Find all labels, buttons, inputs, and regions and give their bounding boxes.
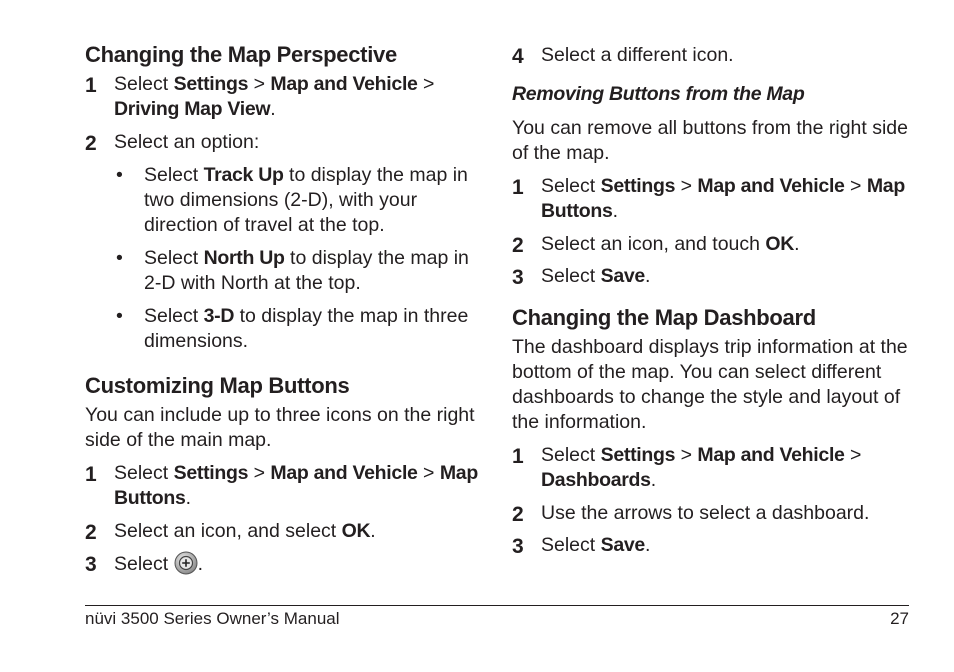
customizing-step-3: 3 Select . (85, 553, 204, 576)
removing-step-2: 2 Select an icon, and touch OK. (512, 233, 800, 257)
plus-circle-icon (174, 551, 198, 575)
dashboard-step-2: 2 Use the arrows to select a dashboard. (512, 502, 870, 526)
bullet-dot: • (116, 164, 123, 186)
perspective-step-2: 2 Select an option: (85, 131, 260, 155)
step-number: 2 (85, 132, 97, 155)
removing-intro: You can remove all buttons from the right side of the map. (512, 117, 908, 164)
footer-manual-title: nüvi 3500 Series Owner’s Manual (85, 609, 340, 628)
option-north-up: North Up (203, 247, 285, 269)
step-number: 3 (85, 553, 97, 576)
step-number: 1 (85, 463, 97, 486)
menu-driving-map-view: Driving Map View (114, 98, 271, 120)
button-ok: OK (341, 520, 371, 542)
menu-map-and-vehicle: Map and Vehicle (697, 175, 845, 197)
page-number: 27 (890, 609, 909, 628)
step-number: 3 (512, 535, 524, 558)
menu-settings: Settings (600, 175, 676, 197)
menu-dashboards: Dashboards (541, 469, 651, 491)
button-ok: OK (765, 233, 795, 255)
removing-step-1: 1 Select Settings > Map and Vehicle > Map Buttons. (512, 175, 905, 222)
option-track-up: Track Up (203, 164, 284, 186)
step-number: 4 (512, 45, 524, 68)
bullet-dot: • (116, 247, 123, 269)
step-number: 2 (85, 521, 97, 544)
menu-map-buttons: Map Buttons (114, 462, 478, 509)
bullet-item: • Select North Up to display the map in 2-D with North at the top. (116, 247, 469, 294)
button-save: Save (600, 265, 645, 287)
removing-step-3: 3 Select Save. (512, 265, 651, 289)
bullet-item: • Select 3-D to display the map in three dimensions. (116, 305, 469, 352)
step-number: 2 (512, 234, 524, 257)
dashboard-intro: The dashboard displays trip information at the bottom of the map. You can select different dashboards to change the style and layout of the information. (512, 336, 908, 433)
menu-map-and-vehicle: Map and Vehicle (697, 444, 845, 466)
footer-divider (85, 605, 909, 606)
customizing-step-4: 4 Select a different icon. (512, 44, 734, 68)
section-heading-dashboard: Changing the Map Dashboard (512, 305, 816, 330)
menu-map-and-vehicle: Map and Vehicle (270, 73, 418, 95)
menu-settings: Settings (600, 444, 676, 466)
customizing-step-1: 1 Select Settings > Map and Vehicle > Map Buttons. (85, 462, 478, 509)
option-3d: 3-D (203, 305, 235, 327)
menu-map-and-vehicle: Map and Vehicle (270, 462, 418, 484)
perspective-step-1: 1 Select Settings > Map and Vehicle > Driving Map View. (85, 73, 435, 120)
dashboard-step-3: 3 Select Save. (512, 534, 651, 558)
left-column (85, 0, 485, 577)
step-number: 1 (512, 176, 524, 199)
step-number: 1 (85, 74, 97, 97)
bullet-item: • Select Track Up to display the map in two dimensions (2-D), with your direction of travel at the top. (116, 164, 468, 236)
right-column (512, 0, 922, 558)
section-heading-perspective: Changing the Map Perspective (85, 42, 397, 67)
subsection-heading-removing: Removing Buttons from the Map (512, 83, 805, 105)
step-number: 3 (512, 266, 524, 289)
button-save: Save (600, 534, 645, 556)
menu-settings: Settings (173, 462, 249, 484)
step-number: 1 (512, 445, 524, 468)
bullet-dot: • (116, 305, 123, 327)
customizing-intro: You can include up to three icons on the right side of the main map. (85, 404, 475, 451)
dashboard-step-1: 1 Select Settings > Map and Vehicle > Dashboards. (512, 444, 862, 491)
step-number: 2 (512, 503, 524, 526)
menu-map-buttons: Map Buttons (541, 175, 905, 222)
section-heading-customizing: Customizing Map Buttons (85, 373, 350, 398)
customizing-step-2: 2 Select an icon, and select OK. (85, 520, 376, 544)
menu-settings: Settings (173, 73, 249, 95)
